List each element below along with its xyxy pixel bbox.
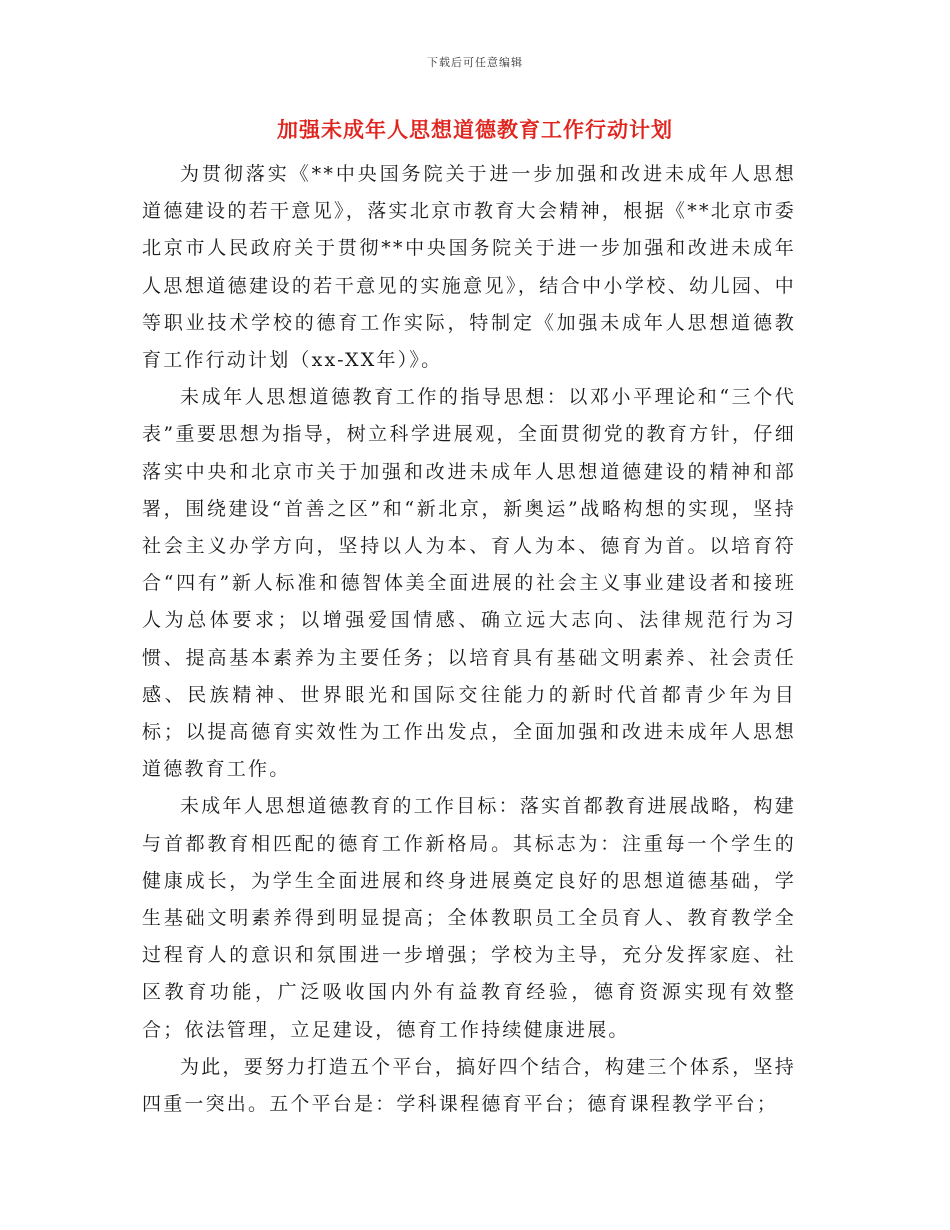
paragraph-3: 未成年人思想道德教育的工作目标：落实首都教育进展战略，构建与首都教育相匹配的德育工作新格局。其标志为：注重每一个学生的健康成长，为学生全面进展和终身进展奠定良好的思想道德基础，学生基础文明素养得到明显提高；全体教职员工全员育人、教育教学全过程育人的意识和氛围进一步增强；学校为主导，充分发挥家庭、社区教育功能，广泛吸收国内外有益教育经验，德育资源实现有效整合；依法管理，立足建设，德育工作持续健康进展。 — [142, 795, 796, 1041]
paragraph-2: 未成年人思想道德教育工作的指导思想：以邓小平理论和“三个代表”重要思想为指导，树立科学进展观，全面贯彻党的教育方针，仔细落实中央和北京市关于加强和改进未成年人思想道德建设的精神和部署，围绕建设“首善之区”和“新北京，新奥运”战略构想的实现，坚持社会主义办学方向，坚持以人为本、育人为本、德育为首。以培育符合“四有”新人标准和德智体美全面进展的社会主义事业建设者和接班人为总体要求；以增强爱国情感、确立远大志向、法律规范行为习惯、提高基本素养为主要任务；以培育具有基础文明素养、社会责任感、民族精神、世界眼光和国际交往能力的新时代首都青少年为目标；以提高德育实效性为工作出发点，全面加强和改进未成年人思想道德教育工作。 — [142, 386, 796, 781]
page-header-note: 下载后可任意编辑 — [427, 56, 523, 69]
document-title: 加强未成年人思想道德教育工作行动计划 — [277, 117, 673, 142]
paragraph-1: 为贯彻落实《**中央国务院关于进一步加强和改进未成年人思想道德建设的若干意见》，落实北京市教育大会精神，根据《**北京市委北京市人民政府关于贯彻**中央国务院关于进一步加强和改进未成年人思想道德建设的若干意见的实施意见》，结合中小学校、幼儿园、中等职业技术学校的德育工作实际，特制定《加强未成年人思想道德教育工作行动计划（xx-XX年）》。 — [142, 163, 796, 372]
paragraph-4: 为此，要努力打造五个平台，搞好四个结合，构建三个体系，坚持四重一突出。五个平台是：学科课程德育平台；德育课程教学平台； — [142, 1055, 796, 1116]
document-body — [142, 156, 796, 1123]
